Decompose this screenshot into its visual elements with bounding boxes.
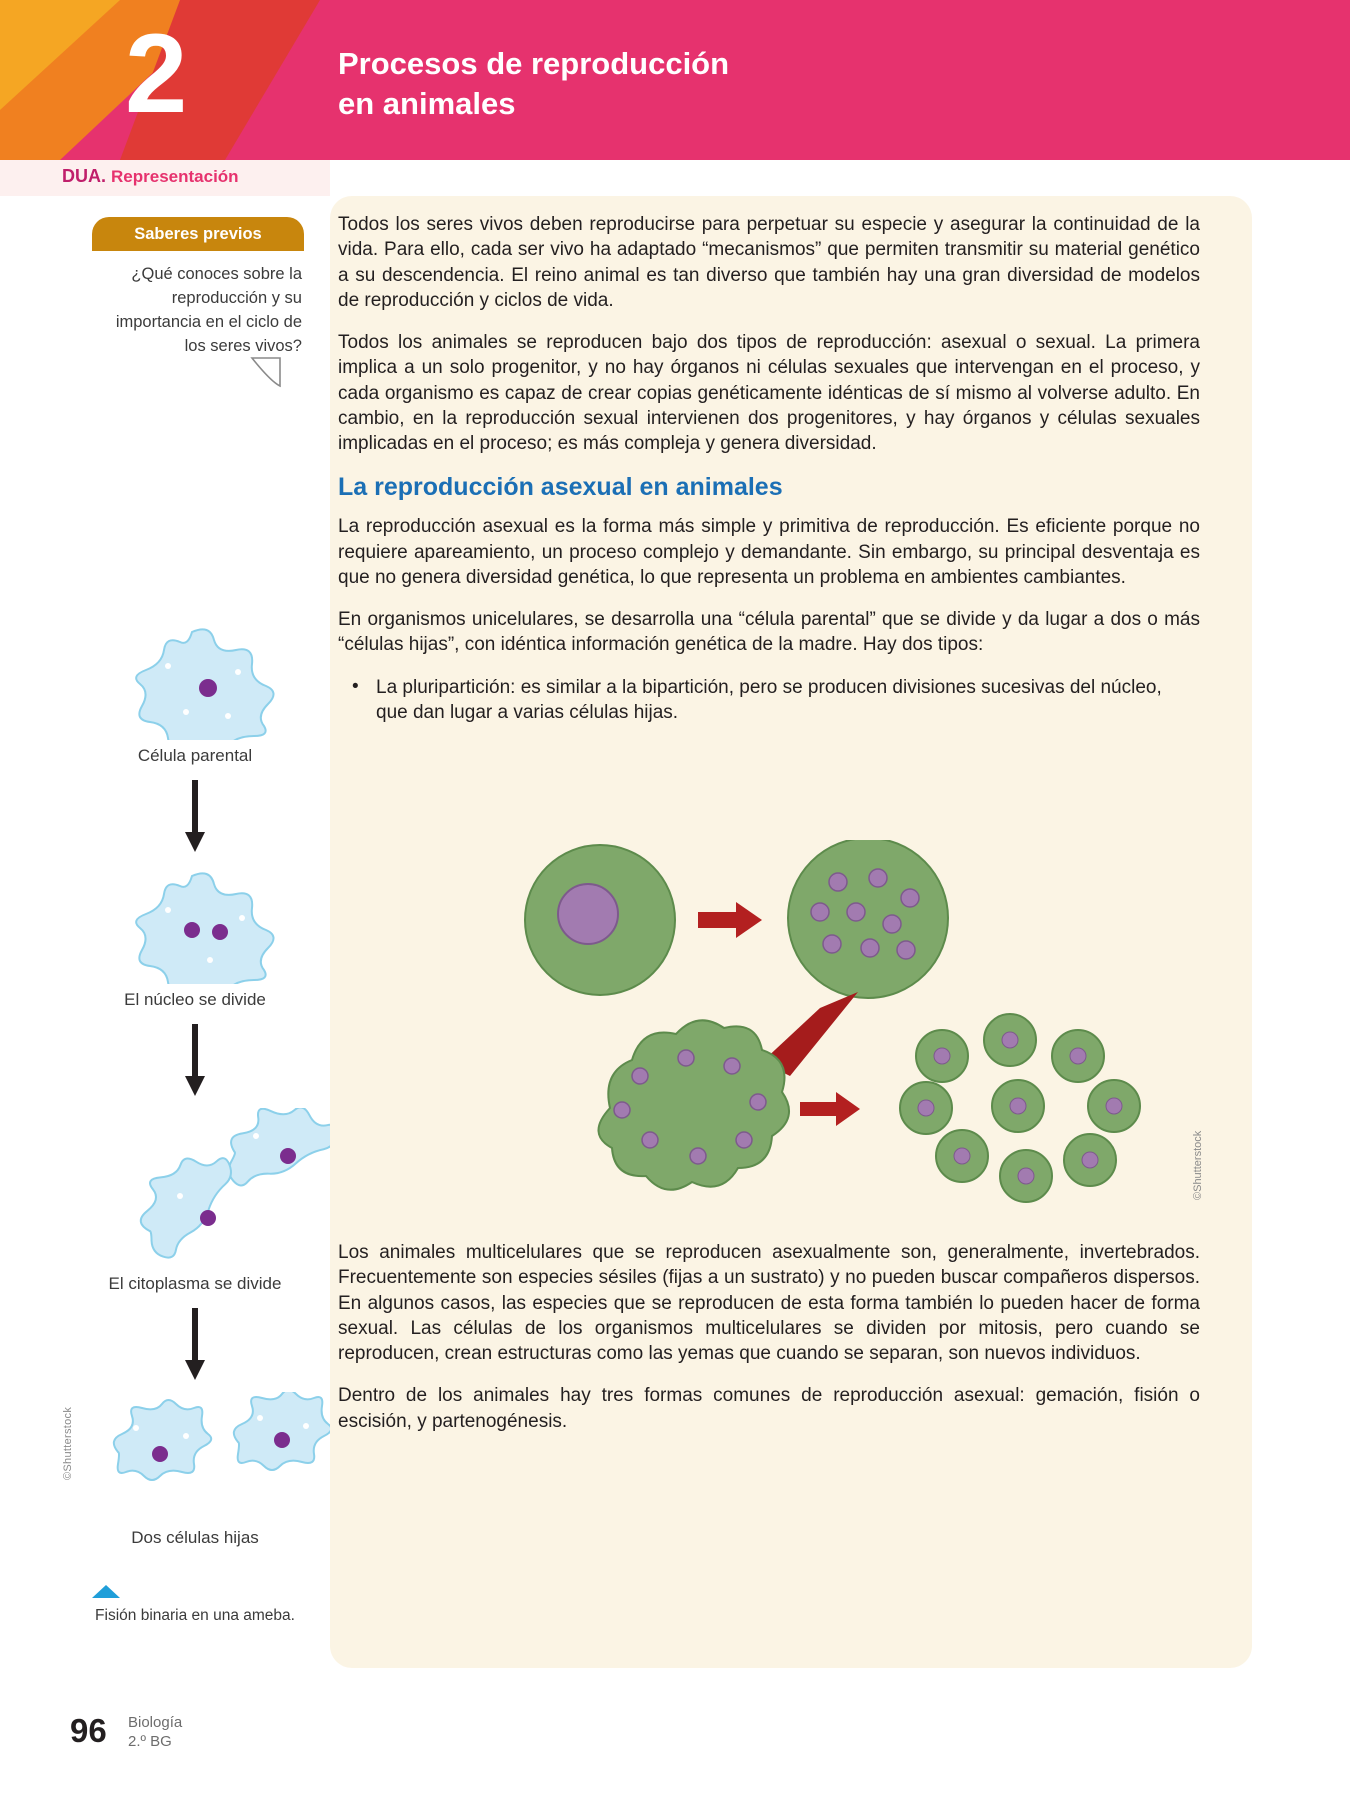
caption-triangle-icon xyxy=(92,1585,120,1598)
arrow-down-icon-2 xyxy=(184,1024,206,1098)
arrow-right-icon-1 xyxy=(698,902,762,938)
main-content-bottom xyxy=(338,1240,1238,1451)
footer-meta xyxy=(128,1714,182,1752)
figure-step-label-4: Dos células hijas xyxy=(131,1528,259,1547)
paragraph-5: Los animales multicelulares que se reproducen asexualmente son, generalmente, invertebrados. Frecuentemente son especies sésiles (fijas a un sustrato) y no pueden buscar compañeros dispersos. En algunos casos, las especies que se reproducen de esta forma también lo pueden hacer de forma sexual. Las células de los organismos multicelulares se dividen por mitosis, pero cuando se reproducen, crean estructuras como las yemas que cuando se separan, son nuevos individuos. xyxy=(338,1242,1200,1365)
dua-label-group xyxy=(62,166,239,187)
dua-value: Representación xyxy=(111,167,239,186)
page-title-line2: en animales xyxy=(338,85,516,121)
amoeba-two-daughter-cells-icon xyxy=(60,1392,330,1522)
illustration-credit: ©Shutterstock xyxy=(1192,1130,1204,1200)
page-title-line1: Procesos de reproducción xyxy=(338,46,730,81)
saberes-previos-tab xyxy=(92,217,304,251)
page-header xyxy=(0,0,1350,176)
unit-number: 2 xyxy=(125,11,186,136)
saberes-previos-question: ¿Qué conoces sobre la reproducción y su importancia en el ciclo de los seres vivos? xyxy=(115,265,302,355)
list-item: • La pluripartición: es similar a la bipartición, pero se producen divisiones sucesivas del núcleo, que dan lugar a varias células hijas. xyxy=(376,675,1178,726)
page-title xyxy=(338,44,729,123)
paragraph-2: Todos los animales se reproducen bajo dos tipos de reproducción: asexual o sexual. La primera implica a un solo progenitor, y no hay órganos ni células sexuales que intervengan en el proceso, y cada organismo es capaz de crear copias genéticamente idénticas de sí mismo al volverse adulto. En cambio, en la reproducción sexual intervienen dos progenitores, y hay órganos y células sexuales implicadas en el proceso; es más compleja y genera diversidad. xyxy=(338,332,1200,455)
amoeba-nucleus-divides-icon xyxy=(60,864,330,984)
figure-step-label-3: El citoplasma se divide xyxy=(108,1274,282,1293)
sidebar-figure-caption: Fisión binaria en una ameba. xyxy=(95,1607,295,1624)
main-content xyxy=(338,212,1238,735)
sidebar-image-credit: ©Shutterstock xyxy=(62,1406,74,1480)
figure-step-label-1: Célula parental xyxy=(137,746,253,765)
page-number: 96 xyxy=(70,1712,107,1749)
paragraph-1: Todos los seres vivos deben reproducirse para perpetuar su especie y asegurar la continuidad de la vida. Para ello, cada ser vivo ha adaptado “mecanismos” que permiten transmitir su material genético a su descendencia. El reino animal es tan diverso que también hay una gran diversidad de modelos de reproducción y ciclos de vida. xyxy=(338,214,1200,311)
amoeba-cytoplasm-divides-icon xyxy=(60,1108,330,1268)
paragraph-3: La reproducción asexual es la forma más simple y primitiva de reproducción. Es eficiente porque no requiere apareamiento, un proceso complejo y demandante. Sin embargo, su principal desventaja es que no genera diversidad genética, lo que representa un problema en ambientes cambiantes. xyxy=(338,516,1200,588)
binary-fission-figure xyxy=(60,620,330,1548)
bullet-list xyxy=(338,675,1178,726)
footer-subject: Biología xyxy=(128,1714,183,1731)
section-heading: La reproducción asexual en animales xyxy=(338,473,783,502)
arrow-down-icon-3 xyxy=(184,1308,206,1382)
arrow-down-icon-1 xyxy=(184,780,206,854)
speech-bubble-tail-icon xyxy=(250,356,294,386)
figure-step-label-2: El núcleo se divide xyxy=(124,990,266,1009)
amoeba-parent-cell-icon xyxy=(60,620,330,740)
paragraph-4: En organismos unicelulares, se desarrolla una “célula parental” que se divide y da lugar a dos o más “células hijas”, con idéntica información genética de la madre. Hay dos tipos: xyxy=(338,609,1200,656)
saberes-previos-title: Saberes previos xyxy=(134,224,262,243)
dua-label: DUA. xyxy=(62,166,106,186)
arrow-right-icon-2 xyxy=(800,1092,860,1126)
paragraph-6: Dentro de los animales hay tres formas comunes de reproducción asexual: gemación, fisión o escisión, y partenogénesis. xyxy=(338,1385,1200,1432)
pluripartition-illustration xyxy=(490,840,1190,1210)
footer-level: 2.º BG xyxy=(128,1732,172,1750)
